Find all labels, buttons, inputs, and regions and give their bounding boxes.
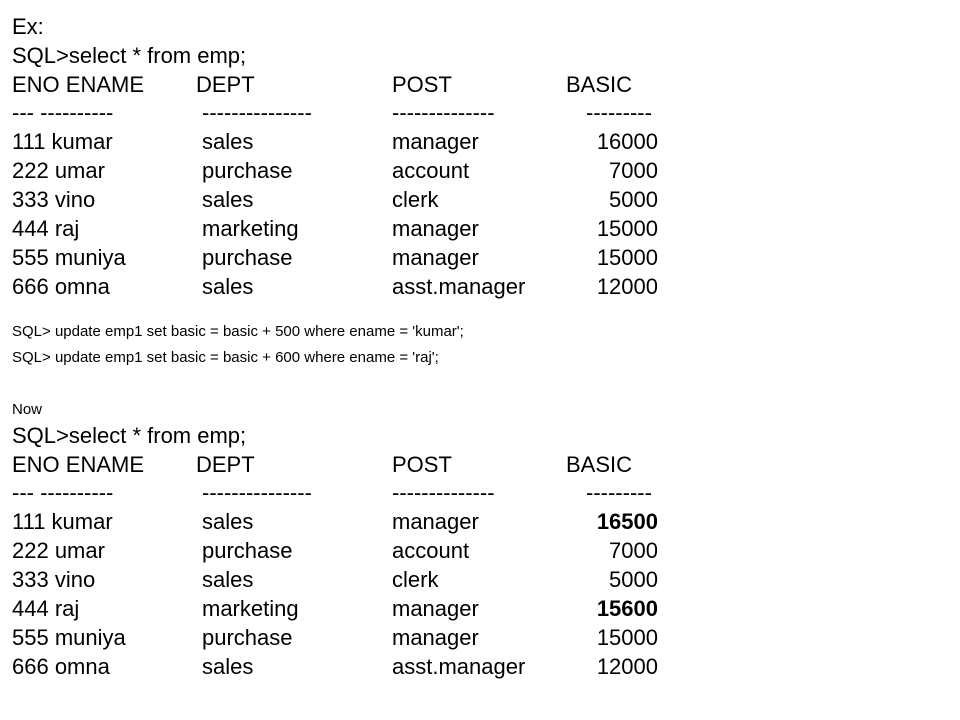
row-after-dept: purchase (202, 625, 293, 650)
header-post-2: POST (392, 452, 452, 477)
row-after-eno-ename: 444 raj (12, 596, 80, 621)
header-post: POST (392, 72, 452, 97)
row-before-eno-ename: 111 kumar (12, 129, 113, 154)
row-after-dept: marketing (202, 596, 299, 621)
intro-label: Ex: (12, 14, 44, 39)
update-statement-2: SQL> update emp1 set basic = basic + 600 where ename = 'raj'; (12, 349, 439, 366)
row-after-eno-ename: 555 muniya (12, 625, 126, 650)
row-before-eno-ename: 555 muniya (12, 245, 126, 270)
row-before-dept: sales (202, 187, 254, 212)
row-before-eno-ename: 333 vino (12, 187, 96, 212)
dashes-post: -------------- (392, 100, 495, 125)
header-basic-2: BASIC (566, 452, 633, 477)
dashes-post-2: -------------- (392, 480, 495, 505)
row-before-dept: sales (202, 129, 254, 154)
row-before-basic: 15000 (596, 216, 658, 241)
header-dept-2: DEPT (196, 452, 255, 477)
row-after-eno-ename: 111 kumar (12, 509, 113, 534)
row-after-basic: 16500 (596, 509, 658, 534)
row-before-dept: marketing (202, 216, 299, 241)
header-dept: DEPT (196, 72, 255, 97)
row-after-post: account (392, 538, 470, 563)
dashes-eno-ename: --- ---------- (12, 100, 114, 125)
row-after-post: manager (392, 625, 479, 650)
row-after-dept: sales (202, 509, 254, 534)
row-before-eno-ename: 444 raj (12, 216, 80, 241)
row-before-basic: 12000 (596, 274, 658, 299)
row-after-basic: 15600 (596, 596, 658, 621)
row-after-post: manager (392, 509, 479, 534)
row-after-post: manager (392, 596, 479, 621)
select-query-1: SQL>select * from emp; (12, 43, 247, 68)
row-after-post: asst.manager (392, 654, 526, 679)
row-before-dept: purchase (202, 158, 293, 183)
row-before-eno-ename: 222 umar (12, 158, 105, 183)
row-before-basic: 5000 (609, 187, 658, 212)
row-after-post: clerk (392, 567, 439, 592)
row-after-eno-ename: 666 omna (12, 654, 110, 679)
dashes-basic-2: --------- (586, 480, 652, 505)
dashes-dept-2: --------------- (202, 480, 312, 505)
row-before-basic: 15000 (596, 245, 658, 270)
row-after-basic: 15000 (596, 625, 658, 650)
row-before-basic: 16000 (596, 129, 658, 154)
update-statement-1: SQL> update emp1 set basic = basic + 500 where ename = 'kumar'; (12, 323, 464, 340)
row-after-basic: 12000 (596, 654, 658, 679)
header-eno-ename-2: ENO ENAME (12, 452, 145, 477)
select-query-2: SQL>select * from emp; (12, 423, 247, 448)
row-after-basic: 7000 (609, 538, 658, 563)
row-after-basic: 5000 (609, 567, 658, 592)
row-before-post: manager (392, 129, 479, 154)
row-before-post: account (392, 158, 470, 183)
header-eno-ename: ENO ENAME (12, 72, 145, 97)
row-before-post: manager (392, 216, 479, 241)
row-before-post: asst.manager (392, 274, 526, 299)
now-label: Now (12, 401, 43, 418)
row-before-eno-ename: 666 omna (12, 274, 110, 299)
dashes-dept: --------------- (202, 100, 312, 125)
row-after-eno-ename: 222 umar (12, 538, 105, 563)
row-before-dept: sales (202, 274, 254, 299)
row-before-post: clerk (392, 187, 439, 212)
row-after-eno-ename: 333 vino (12, 567, 96, 592)
row-before-dept: purchase (202, 245, 293, 270)
row-after-dept: sales (202, 654, 254, 679)
dashes-basic: --------- (586, 100, 652, 125)
row-after-dept: sales (202, 567, 254, 592)
row-before-post: manager (392, 245, 479, 270)
dashes-eno-ename-2: --- ---------- (12, 480, 114, 505)
row-before-basic: 7000 (609, 158, 658, 183)
header-basic: BASIC (566, 72, 633, 97)
row-after-dept: purchase (202, 538, 293, 563)
